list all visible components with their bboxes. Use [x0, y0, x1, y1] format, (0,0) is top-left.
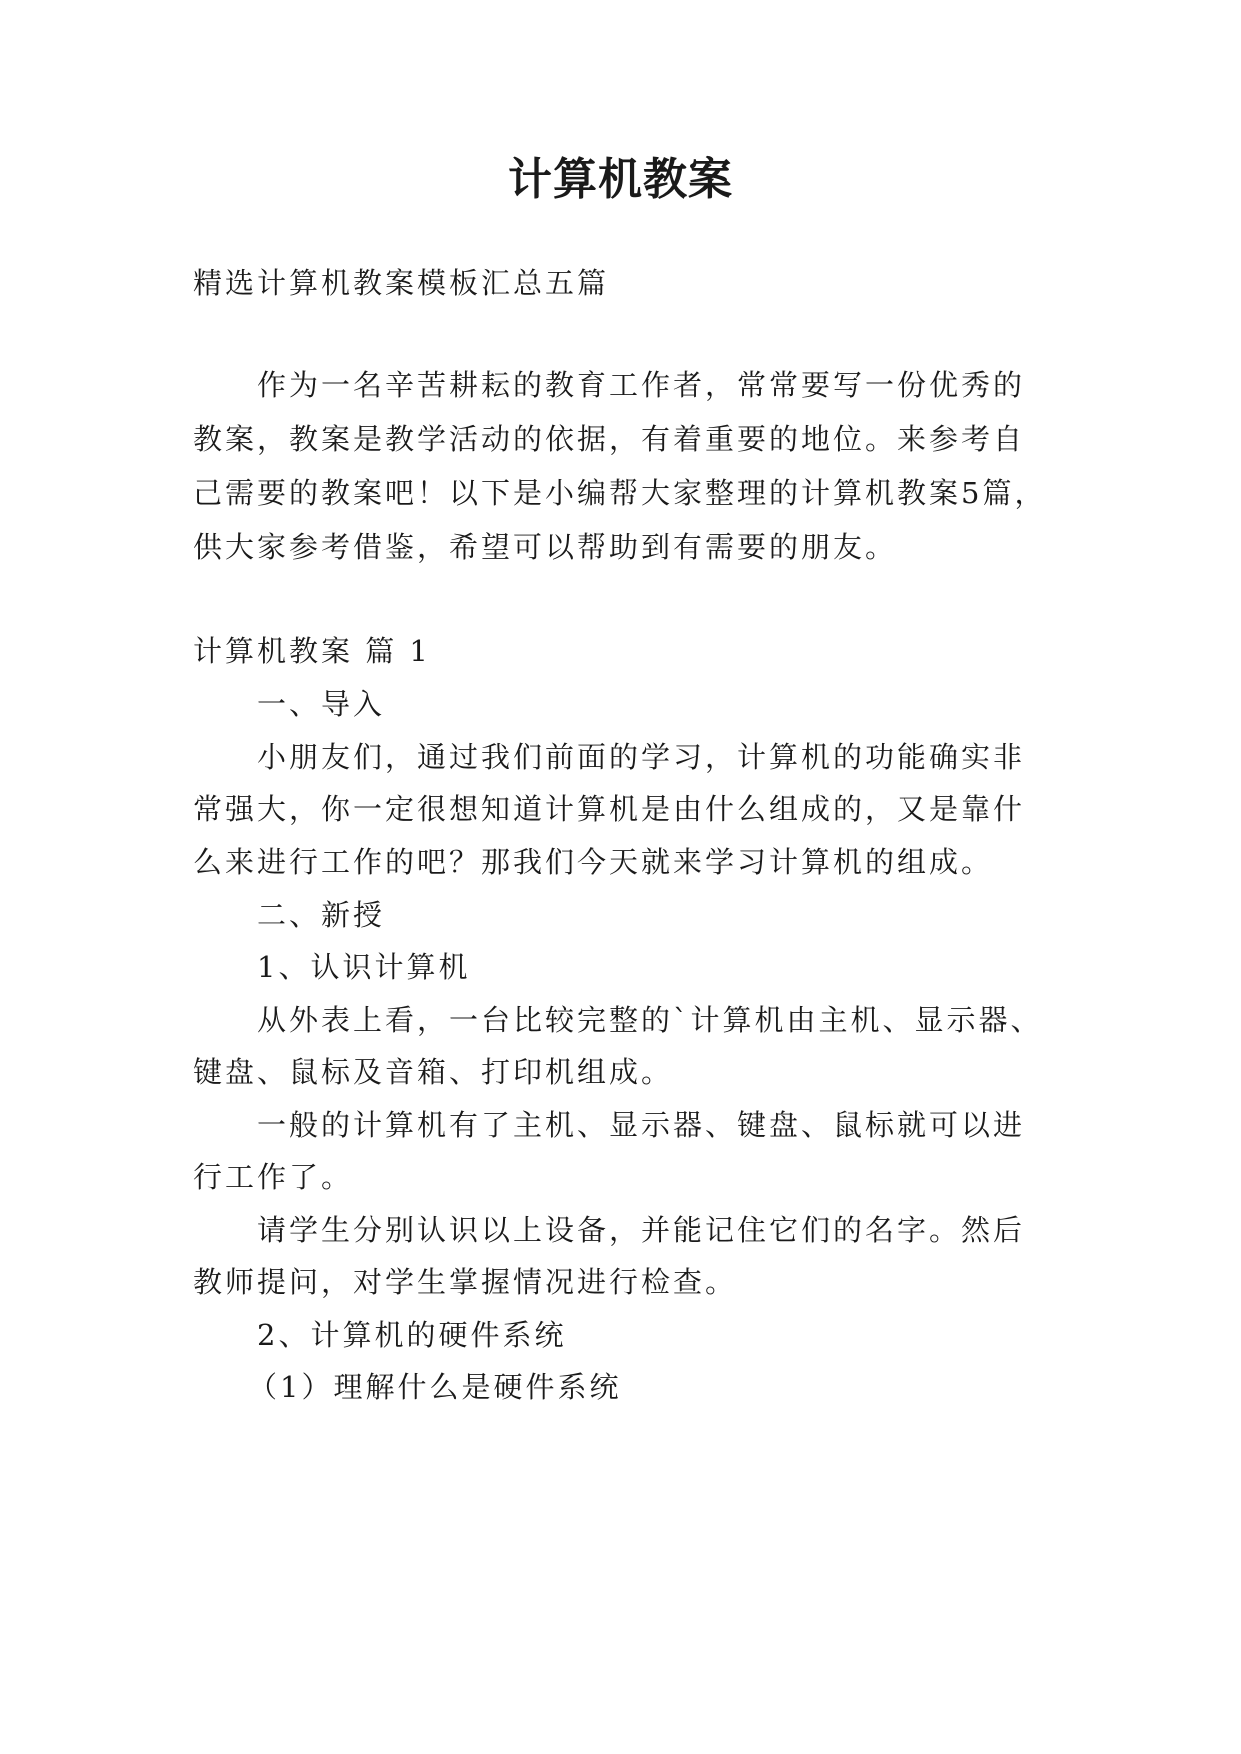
body-line: 一、导入	[257, 687, 386, 721]
body-line: 一般的计算机有了主机、显示器、键盘、鼠标就可以进	[257, 1108, 1026, 1142]
body-line: 么来进行工作的吧？那我们今天就来学习计算机的组成。	[193, 845, 994, 879]
body-line: 小朋友们，通过我们前面的学习，计算机的功能确实非	[257, 740, 1026, 774]
body-line: 行工作了。	[193, 1160, 354, 1194]
document-subtitle: 精选计算机教案模板汇总五篇	[193, 266, 610, 300]
body-line: 键盘、鼠标及音箱、打印机组成。	[193, 1055, 674, 1089]
body-line: 常强大，你一定很想知道计算机是由什么组成的，又是靠什	[193, 792, 1026, 826]
body-line: 教师提问，对学生掌握情况进行检查。	[193, 1265, 738, 1299]
body-line: 二、新授	[257, 898, 386, 932]
body-line: 1、认识计算机	[257, 950, 471, 984]
intro-line: 作为一名辛苦耕耘的教育工作者，常常要写一份优秀的	[257, 368, 1026, 402]
body-line: 2、计算机的硬件系统	[257, 1318, 567, 1352]
body-line: （1）理解什么是硬件系统	[248, 1370, 622, 1404]
intro-line: 教案，教案是教学活动的依据，有着重要的地位。来参考自	[193, 422, 1026, 456]
body-line: 请学生分别认识以上设备，并能记住它们的名字。然后	[257, 1213, 1026, 1247]
section-heading: 计算机教案 篇 1	[193, 634, 431, 668]
intro-line: 供大家参考借鉴，希望可以帮助到有需要的朋友。	[193, 530, 898, 564]
document-title: 计算机教案	[508, 154, 733, 205]
body-line: 从外表上看，一台比较完整的`计算机由主机、显示器、	[257, 1003, 1043, 1037]
intro-line: 己需要的教案吧！以下是小编帮大家整理的计算机教案5篇，	[193, 476, 1047, 510]
